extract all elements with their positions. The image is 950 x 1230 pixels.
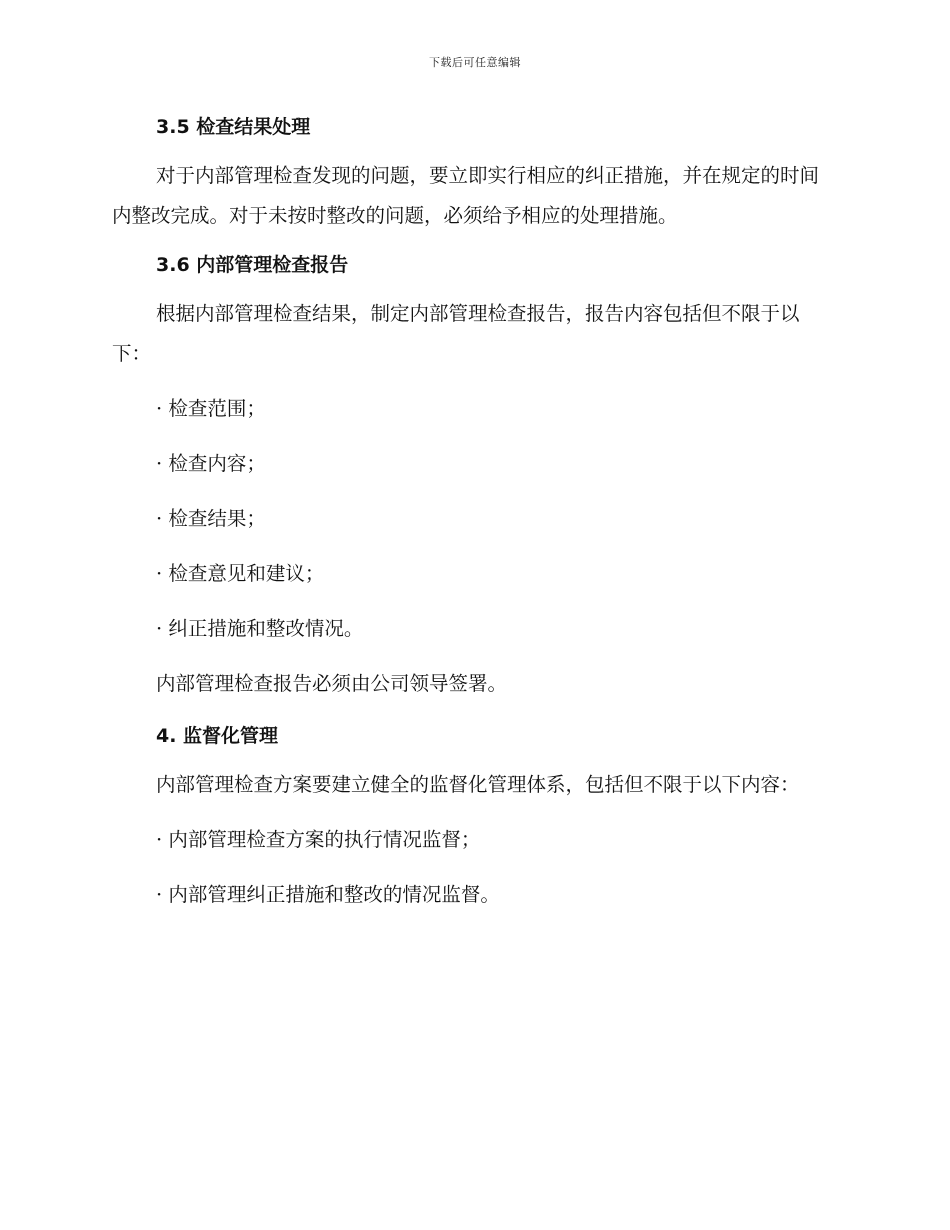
list-item: · 检查意见和建议；	[156, 562, 325, 585]
list-item: · 检查范围；	[156, 397, 266, 420]
list-item: · 内部管理检查方案的执行情况监督；	[156, 828, 481, 851]
page-header: 下载后可任意编辑	[429, 56, 521, 69]
list-item: · 检查内容；	[156, 452, 266, 475]
section-4-paragraph: 内部管理检查方案要建立健全的监督化管理体系，包括但不限于以下内容：	[156, 773, 800, 796]
list-item: · 检查结果；	[156, 507, 266, 530]
section-3-6-closing: 内部管理检查报告必须由公司领导签署。	[156, 672, 508, 695]
section-3-5-paragraph: 对于内部管理检查发现的问题，要立即实行相应的纠正措施，并在规定的时间内整改完成。对于未按时整改的问题，必须给予相应的处理措施。	[112, 164, 820, 227]
document-body	[112, 110, 832, 915]
list-item: · 内部管理纠正措施和整改的情况监督。	[156, 883, 500, 906]
section-3-6-heading: 3.6 内部管理检查报告	[156, 254, 349, 276]
list-item: · 纠正措施和整改情况。	[156, 617, 364, 640]
section-3-5-heading: 3.5 检查结果处理	[156, 116, 311, 138]
section-4-heading: 4. 监督化管理	[156, 725, 279, 747]
section-3-6-paragraph: 根据内部管理检查结果，制定内部管理检查报告，报告内容包括但不限于以下：	[112, 302, 800, 365]
